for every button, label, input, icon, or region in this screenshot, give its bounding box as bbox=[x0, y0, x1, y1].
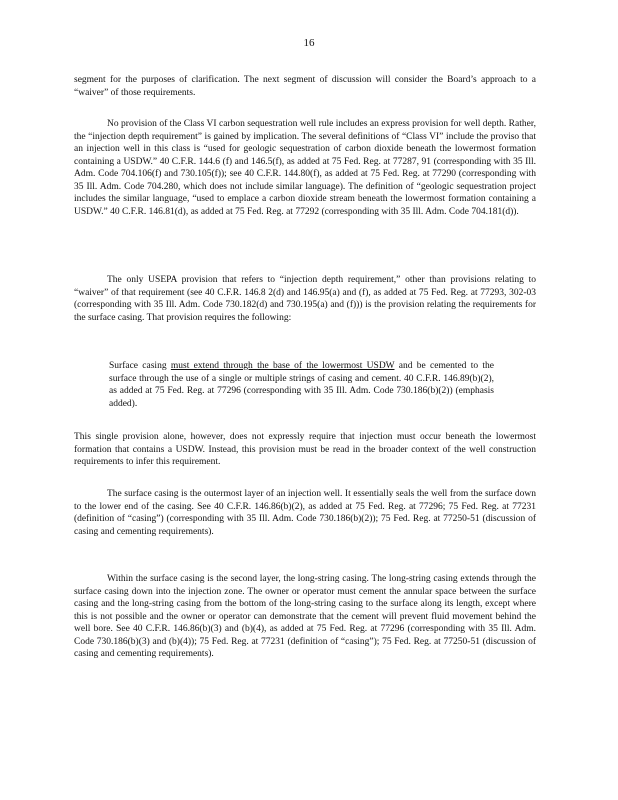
paragraph-4: This single provision alone, however, does not expressly require that injection must occur beneath the lowermost formation that contains a USDW. Instead, this provision must be read in the broader context of the well construction requirements to infer this requirement. bbox=[74, 432, 536, 467]
quote-emphasis: must extend through the base of the lowermost USDW bbox=[170, 361, 395, 371]
paragraph-5: The surface casing is the outermost layer of an injection well. It essentially seals the well from the surface down to the lower end of the casing. See 40 C.F.R. 146.86(b)(2), as added at 75 Fed. Reg. at 77296; 75 Fed. Reg. at 77231 (definition of “casing”) (corresponding with 35 Ill. Adm. Code 730.186(b)(2)); 75 Fed. Reg. at 77250-51 (discussion of casing and cementing requirements). bbox=[74, 489, 536, 537]
page-number: 16 bbox=[303, 37, 315, 49]
paragraph-3: The only USEPA provision that refers to “injection depth requirement,” other than provisions relating to “waiver” of that requirement (see 40 C.F.R. 146.8 2(d) and 146.95(a) and (f), as added at 75 Fed. Reg. at 77293, 302-03 (corresponding with 35 Ill. Adm. Code 730.182(d) and 730.195(a) and (f))) is the provision relating the requirements for the surface casing. That provision requires the following: bbox=[74, 275, 536, 323]
block-quote bbox=[109, 360, 494, 410]
paragraph-6: Within the surface casing is the second layer, the long-string casing. The long-string casing extends through the surface casing down into the injection zone. The owner or operator must cement the annular space between the surface casing and the long-string casing from the bottom of the long-string casing to the surface along its length, except where this is not possible and the owner or operator can demonstrate that the cement will prevent fluid movement behind the well bore. See 40 C.F.R. 146.86(b)(3) and (b)(4), as added at 75 Fed. Reg. at 77296 (corresponding with 35 Ill. Adm. Code 730.186(b)(3) and (b)(4)); 75 Fed. Reg. at 77231 (definition of “casing”); 75 Fed. Reg. at 77250-51 (discussion of casing and cementing requirements). bbox=[74, 574, 536, 659]
paragraph-1: segment for the purposes of clarification. The next segment of discussion will consider the Board’s approach to a “waiver” of those requirements. bbox=[74, 75, 536, 98]
paragraph-2: No provision of the Class VI carbon sequestration well rule includes an express provision for well depth. Rather, the “injection depth requirement” is gained by implication. The several definitions of “Class VI” include the proviso that an injection well in this class is “used for geologic sequestration of carbon dioxide beneath the lowermost formation containing a USDW.” 40 C.F.R. 144.6 (f) and 146.5(f), as added at 75 Fed. Reg. at 77287, 91 (corresponding with 35 Ill. Adm. Code 704.106(f) and 730.105(f)); see 40 C.F.R. 144.80(f), as added at 75 Fed. Reg. at 77290 (corresponding with 35 Ill. Adm. Code 704.280, which does not include similar language). The definition of “geologic sequestration project includes the similar language, “used to emplace a carbon dioxide stream beneath the lowermost formation containing a USDW.” 40 C.F.R. 146.81(d), as added at 75 Fed. Reg. at 77292 (corresponding with 35 Ill. Adm. Code 704.181(d)). bbox=[74, 119, 536, 217]
quote-text-end: and be cemented to the surface through the use of a single or multiple strings of casing and cement. 40 C.F.R. 146.89(b)(2), as added at 75 Fed. Reg. at 77296 (corresponding with 35 Ill. Adm. Code 730.186(b)(2)) (emphasis added). bbox=[109, 361, 495, 409]
quote-text-start: Surface casing bbox=[109, 361, 171, 371]
